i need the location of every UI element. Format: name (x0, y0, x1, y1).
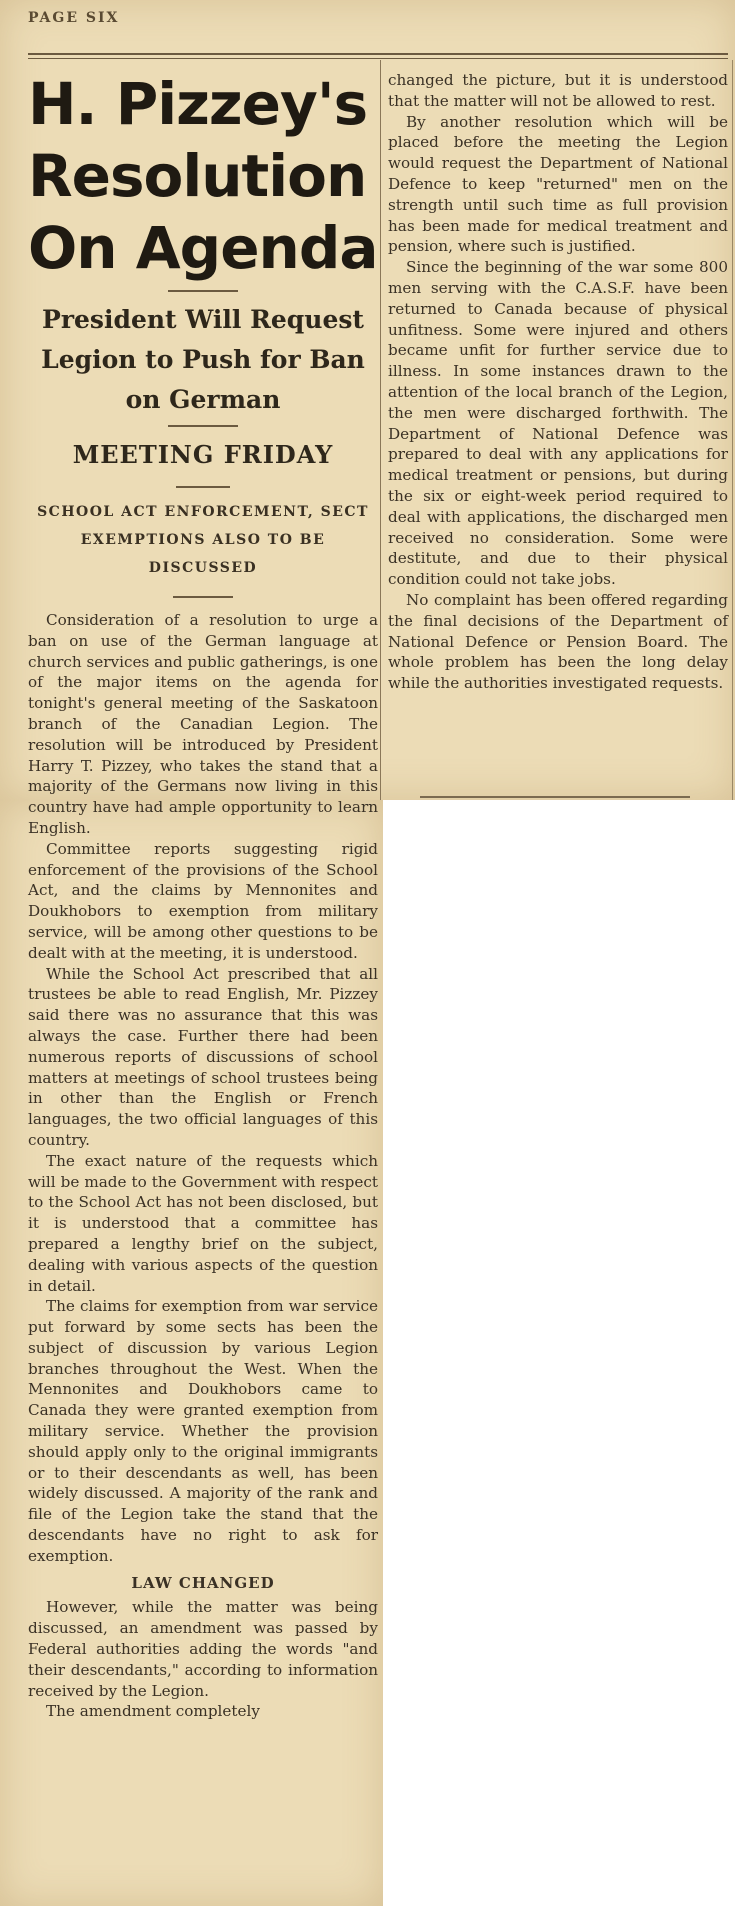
paragraph: The amendment completely (46, 1702, 260, 1721)
deck-rule-1 (168, 425, 238, 427)
paragraph: While the School Act prescribed that all trustees be able to read English, Mr. Pizzey said there was no assurance that this was always the case. Further there had been numerous reports of discussions of school matters at meetings of school trustees being in other than the English or French languages, the two official languages of this country. (28, 964, 378, 1149)
article-left-column (28, 610, 378, 1722)
paragraph: Since the beginning of the war some 800 men serving with the C.A.S.F. have been returned to Canada because of physical unfitness. Some were injured and others became unfit for further service due to illness. In some instances drawn to the attention of the local branch of the Legion, the men were discharged forthwith. The Department of National Defence was prepared to deal with any applications for medical treatment or pensions, but during the six or eight-week period required to deal with applications, the discharged men received no consideration. Some were destitute, and due to their physical condition could not take jobs. (388, 258, 728, 589)
headline: H. Pizzey's Resolution On Agenda (28, 70, 378, 282)
deck-rule-3 (173, 596, 233, 598)
article-end-rule (420, 796, 690, 798)
masthead-rule (28, 53, 728, 55)
paragraph: By another resolution which will be placed before the meeting the Legion would request the Department of National Defence to keep "returned" men on the strength until such time as full provision has been made for medical treatment and pension, where such is justified. (388, 112, 728, 256)
paragraph: However, while the matter was being discussed, an amendment was passed by Federal authorities adding the words "and their descendants," according to information received by the Legion. (28, 1598, 378, 1700)
subhead-law-changed: LAW CHANGED (131, 1573, 275, 1592)
right-edge-rule (732, 60, 733, 800)
deck-rule-2 (176, 486, 230, 488)
column-divider (380, 60, 381, 800)
paragraph: The claims for exemption from war service put forward by some sects has been the subject of discussion by various Legion branches throughout the West. When the Mennonites and Doukhobors came to Canada they were granted exemption from military service. Whether the provision should apply only to the original immigrants or to their descendants as well, has been widely discussed. A majority of the rank and file of the Legion take the stand that the descendants have no right to ask for exemption. (28, 1297, 378, 1565)
headline-rule (168, 290, 238, 292)
deck-primary: President Will Request Legion to Push for Ban on German (41, 305, 365, 414)
article-right-column (388, 70, 728, 694)
deck-secondary: SCHOOL ACT ENFORCEMENT, SECT EXEMPTIONS ALSO TO BE DISCUSSED (37, 504, 369, 576)
deck-meeting: MEETING FRIDAY (72, 440, 334, 469)
paragraph: No complaint has been offered regarding the final decisions of the Department of National Defence or Pension Board. The whole problem has been the long delay while the authorities investigated requests. (388, 590, 728, 693)
paragraph: The exact nature of the requests which will be made to the Government with respect to the School Act has not been disclosed, but it is understood that a committee has prepared a lengthy brief on the subject, dealing with various aspects of the question in detail. (28, 1151, 378, 1295)
paragraph: Consideration of a resolution to urge a ban on use of the German language at church services and public gatherings, is one of the major items on the agenda for tonight's general meeting of the Saskatoon branch of the Canadian Legion. The resolution will be introduced by President Harry T. Pizzey, who takes the stand that a majority of the Germans now living in this country have had ample opportunity to learn English. (28, 611, 378, 837)
paragraph: Committee reports suggesting rigid enforcement of the provisions of the School Act, and the claims by Mennonites and Doukhobors to exemption from military service, will be among other questions to be dealt with at the meeting, it is understood. (28, 839, 378, 962)
paragraph: changed the picture, but it is understood that the matter will not be allowed to rest. (388, 71, 728, 110)
page-label: PAGE SIX (28, 10, 120, 26)
masthead-rule-thin (28, 58, 728, 59)
